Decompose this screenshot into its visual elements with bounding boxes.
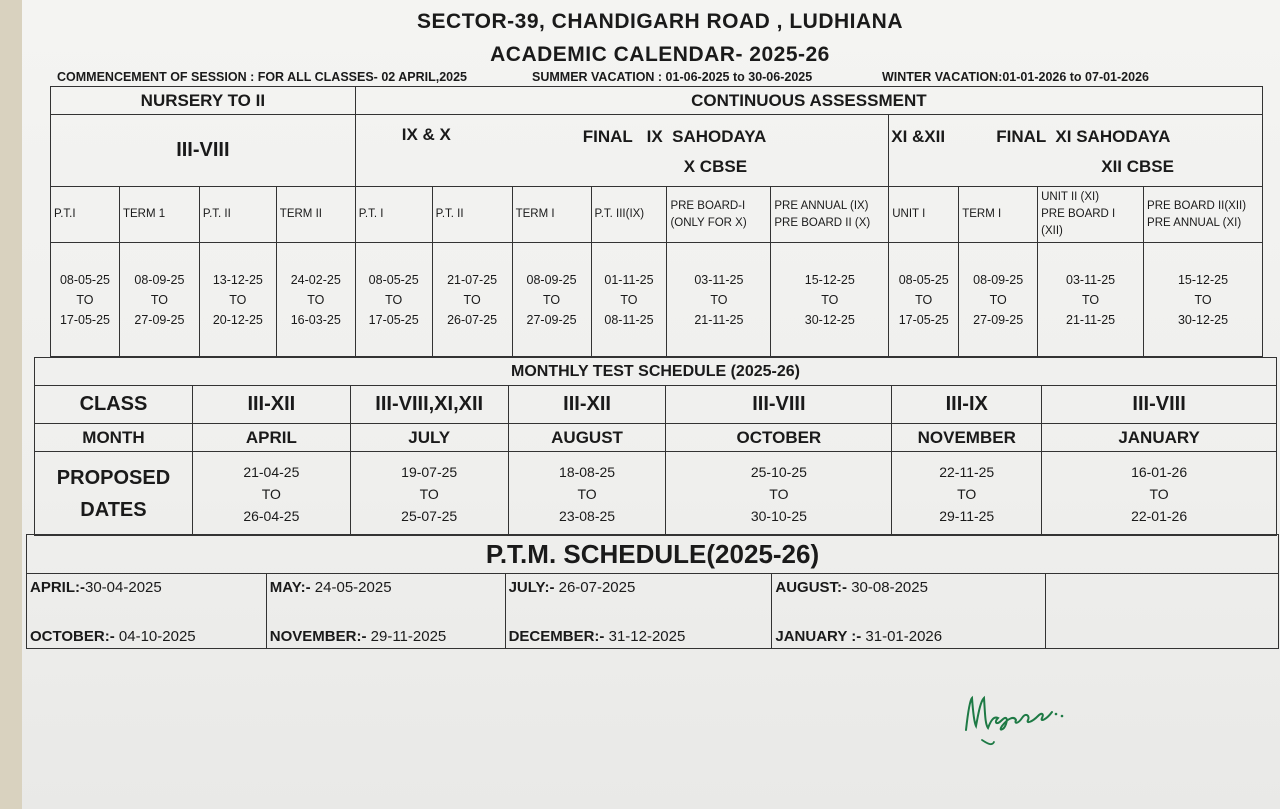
assessment-date-cell: 08-05-25 TO 17-05-25 (51, 243, 120, 357)
assessment-date-cell: 08-09-25 TO 27-09-25 (512, 243, 591, 357)
assessment-column-header: P.T. I (355, 187, 432, 243)
monthly-test-title: MONTHLY TEST SCHEDULE (2025-26) (35, 358, 1277, 386)
summer-vacation-note: SUMMER VACATION : 01-06-2025 to 30-06-2025 (532, 70, 813, 84)
monthly-test-table (34, 357, 1277, 536)
monthly-class-cell: III-XII (508, 386, 666, 424)
winter-vacation-note: WINTER VACATION:01-01-2026 to 07-01-2026 (882, 70, 1149, 84)
ptm-table (26, 534, 1279, 649)
assessment-date-cell: 13-12-25 TO 20-12-25 (199, 243, 276, 357)
assessment-column-header: UNIT II (XI) PRE BOARD I (XII) (1038, 187, 1144, 243)
assessment-column-header: TERM II (276, 187, 355, 243)
assessment-date-cell: 08-05-25 TO 17-05-25 (889, 243, 959, 357)
ptm-title: P.T.M. SCHEDULE(2025-26) (27, 535, 1279, 574)
assessment-date-cell: 24-02-25 TO 16-03-25 (276, 243, 355, 357)
assessment-column-header: PRE BOARD-I (ONLY FOR X) (667, 187, 771, 243)
month-label: MONTH (35, 424, 193, 452)
assessment-date-cell: 01-11-25 TO 08-11-25 (591, 243, 667, 357)
monthly-class-cell: III-VIII,XI,XII (350, 386, 508, 424)
group-xi-xii-label: XI &XII (891, 127, 946, 146)
monthly-date-cell: 21-04-25 TO 26-04-25 (192, 452, 350, 536)
assessment-column-header: TERM I (959, 187, 1038, 243)
ptm-cell (505, 574, 772, 649)
commencement-note: COMMENCEMENT OF SESSION : FOR ALL CLASSES- 02 APRIL,2025 (57, 70, 468, 84)
ptm-entry: OCTOBER:- 04-10-2025 (30, 628, 196, 645)
assessment-date-cell: 21-07-25 TO 26-07-25 (432, 243, 512, 357)
group-ix-x-final2: X CBSE (683, 157, 748, 176)
monthly-date-cell: 18-08-25 TO 23-08-25 (508, 452, 666, 536)
group-iii-viii: III-VIII (51, 115, 356, 187)
monthly-class-cell: III-XII (192, 386, 350, 424)
group-xi-xii-final2: XII CBSE (1101, 157, 1174, 176)
assessment-date-cell: 15-12-25 TO 30-12-25 (1144, 243, 1263, 357)
assessment-column-header: P.T.I (51, 187, 120, 243)
calendar-title: ACADEMIC CALENDAR- 2025-26 (490, 43, 830, 66)
ptm-cell (27, 574, 267, 649)
monthly-date-cell: 19-07-25 TO 25-07-25 (350, 452, 508, 536)
assessment-date-cell: 08-09-25 TO 27-09-25 (959, 243, 1038, 357)
group-ix-x (355, 115, 889, 187)
group-xi-xii (889, 115, 1263, 187)
ptm-entry: JULY:- 26-07-2025 (508, 579, 636, 596)
assessment-date-cell: 08-05-25 TO 17-05-25 (355, 243, 432, 357)
monthly-date-cell: 25-10-25 TO 30-10-25 (666, 452, 892, 536)
ptm-entry: APRIL:-30-04-2025 (30, 579, 162, 596)
assessment-column-header: TERM I (512, 187, 591, 243)
monthly-month-cell: OCTOBER (666, 424, 892, 452)
ptm-entry: MAY:- 24-05-2025 (269, 579, 392, 596)
assessment-column-header: P.T. II (432, 187, 512, 243)
assessment-column-header: P.T. II (199, 187, 276, 243)
monthly-month-cell: JANUARY (1042, 424, 1277, 452)
ptm-empty-cell (1046, 574, 1279, 649)
assessment-table (50, 86, 1263, 357)
group-ix-x-label: IX & X (401, 125, 451, 144)
continuous-assessment-header: CONTINUOUS ASSESSMENT (355, 87, 1262, 115)
group-ix-x-final: FINAL IX SAHODAYA (582, 127, 767, 146)
assessment-column-header: UNIT I (889, 187, 959, 243)
ptm-entry: NOVEMBER:- 29-11-2025 (269, 628, 447, 645)
assessment-column-header: P.T. III(IX) (591, 187, 667, 243)
monthly-month-cell: JULY (350, 424, 508, 452)
assessment-column-header: PRE ANNUAL (IX) PRE BOARD II (X) (771, 187, 889, 243)
ptm-entry: DECEMBER:- 31-12-2025 (508, 628, 686, 645)
proposed-dates-label: PROPOSED DATES (35, 452, 193, 536)
nursery-header: NURSERY TO II (51, 87, 356, 115)
assessment-date-cell: 15-12-25 TO 30-12-25 (771, 243, 889, 357)
assessment-date-cell: 03-11-25 TO 21-11-25 (667, 243, 771, 357)
monthly-month-cell: APRIL (192, 424, 350, 452)
assessment-date-cell: 08-09-25 TO 27-09-25 (119, 243, 199, 357)
group-xi-xii-final: FINAL XI SAHODAYA (996, 127, 1171, 146)
assessment-date-cell: 03-11-25 TO 21-11-25 (1038, 243, 1144, 357)
monthly-class-cell: III-VIII (666, 386, 892, 424)
monthly-month-cell: AUGUST (508, 424, 666, 452)
signature-image (958, 672, 1068, 752)
ptm-cell (772, 574, 1046, 649)
assessment-column-header: PRE BOARD II(XII) PRE ANNUAL (XI) (1144, 187, 1263, 243)
monthly-class-cell: III-VIII (1042, 386, 1277, 424)
school-address: SECTOR-39, CHANDIGARH ROAD , LUDHIANA (417, 10, 903, 33)
ptm-entry: JANUARY :- 31-01-2026 (775, 628, 943, 645)
class-label: CLASS (35, 386, 193, 424)
ptm-cell (266, 574, 505, 649)
monthly-class-cell: III-IX (892, 386, 1042, 424)
monthly-date-cell: 16-01-26 TO 22-01-26 (1042, 452, 1277, 536)
ptm-entry: AUGUST:- 30-08-2025 (775, 579, 928, 596)
monthly-month-cell: NOVEMBER (892, 424, 1042, 452)
assessment-column-header: TERM 1 (119, 187, 199, 243)
monthly-date-cell: 22-11-25 TO 29-11-25 (892, 452, 1042, 536)
